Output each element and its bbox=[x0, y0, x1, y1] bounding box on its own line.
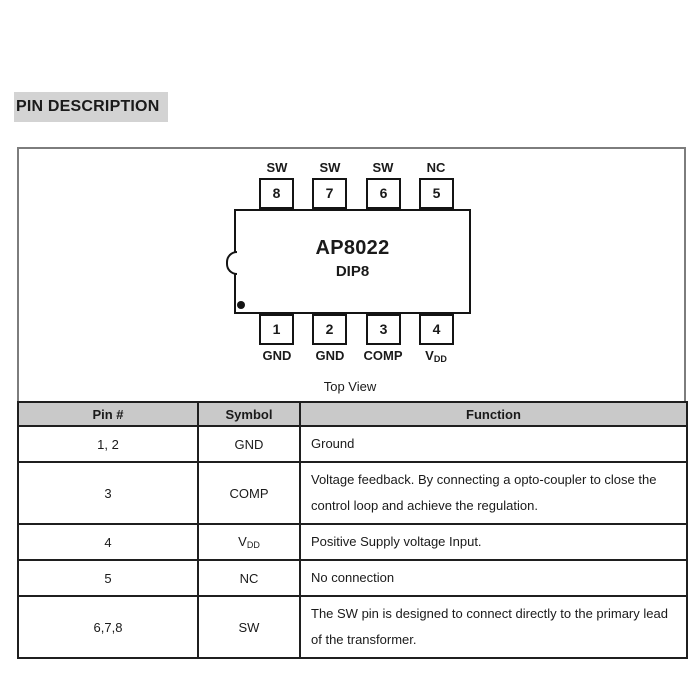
pin6-signal-label: SW bbox=[372, 160, 394, 175]
table-row bbox=[18, 462, 687, 524]
cell-symbol: NC bbox=[198, 560, 300, 596]
pin7-box: 7 bbox=[312, 178, 347, 209]
cell-symbol bbox=[198, 524, 300, 560]
cell-symbol: COMP bbox=[198, 462, 300, 524]
chip-name: AP8022 bbox=[315, 237, 390, 259]
pin2-box: 2 bbox=[312, 314, 347, 345]
vdd-label-main: V bbox=[425, 348, 434, 363]
pin1-signal-label: GND bbox=[262, 348, 292, 363]
section-title: PIN DESCRIPTION bbox=[14, 92, 168, 122]
vdd-label-sub: DD bbox=[433, 354, 447, 364]
pin8-signal-label: SW bbox=[266, 160, 288, 175]
vdd-symbol-sub: DD bbox=[246, 540, 260, 550]
pin3-signal-label: COMP bbox=[363, 348, 403, 363]
header-symbol: Symbol bbox=[198, 402, 300, 426]
pin2-signal-label: GND bbox=[315, 348, 345, 363]
pin6-box: 6 bbox=[366, 178, 401, 209]
cell-function: Ground bbox=[300, 426, 687, 462]
cell-function: The SW pin is designed to connect directly to the primary lead of the transformer. bbox=[300, 596, 687, 658]
cell-function: Positive Supply voltage Input. bbox=[300, 524, 687, 560]
diagram-caption: Top View bbox=[323, 379, 377, 394]
pin1-box: 1 bbox=[259, 314, 294, 345]
table-row bbox=[18, 426, 687, 462]
cell-function: Voltage feedback. By connecting a opto-coupler to close the control loop and achieve the regulation. bbox=[300, 462, 687, 524]
pin4-box: 4 bbox=[419, 314, 454, 345]
cell-pin: 1, 2 bbox=[18, 426, 198, 462]
cell-symbol: SW bbox=[198, 596, 300, 658]
header-pin: Pin # bbox=[18, 402, 198, 426]
cell-pin: 5 bbox=[18, 560, 198, 596]
pin5-signal-label: NC bbox=[426, 160, 446, 175]
pin7-signal-label: SW bbox=[319, 160, 341, 175]
pin4-signal-label bbox=[408, 348, 464, 364]
pin8-box: 8 bbox=[259, 178, 294, 209]
table-row bbox=[18, 560, 687, 596]
table-row bbox=[18, 524, 687, 560]
chip-package: DIP8 bbox=[335, 263, 370, 280]
vdd-symbol-main: V bbox=[238, 534, 247, 549]
pin3-box: 3 bbox=[366, 314, 401, 345]
cell-pin: 4 bbox=[18, 524, 198, 560]
cell-symbol: GND bbox=[198, 426, 300, 462]
pin1-marker-dot-icon bbox=[237, 301, 245, 309]
cell-function: No connection bbox=[300, 560, 687, 596]
cell-pin: 3 bbox=[18, 462, 198, 524]
cell-pin: 6,7,8 bbox=[18, 596, 198, 658]
table-row bbox=[18, 596, 687, 658]
chip-body bbox=[234, 209, 471, 314]
table-header-row bbox=[18, 402, 687, 426]
pin-description-table bbox=[17, 401, 688, 659]
header-function: Function bbox=[300, 402, 687, 426]
pin5-box: 5 bbox=[419, 178, 454, 209]
